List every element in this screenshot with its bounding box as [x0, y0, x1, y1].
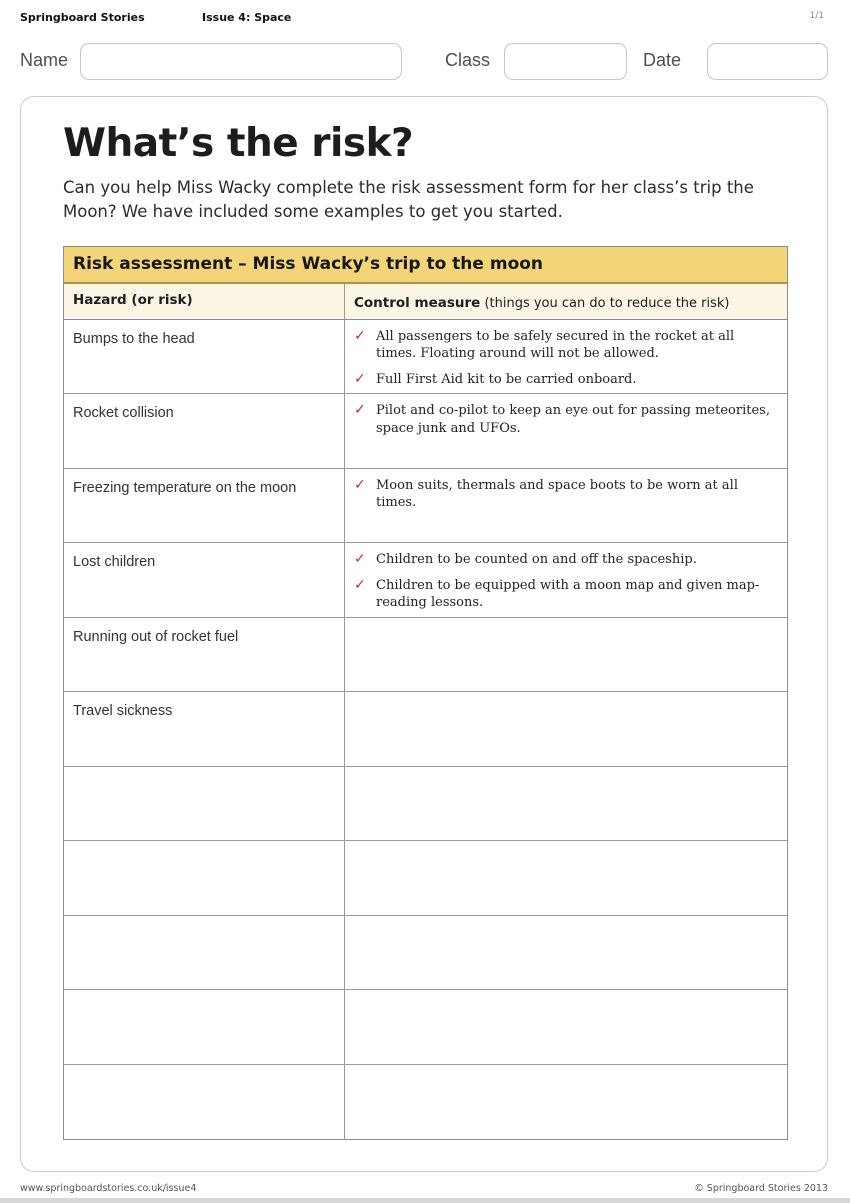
hazard-cell [64, 841, 345, 915]
control-cell [345, 469, 787, 543]
control-text: Full First Aid kit to be carried onboard. [376, 371, 637, 387]
control-text: Children to be counted on and off the spaceship. [376, 552, 697, 568]
check-icon: ✓ [354, 402, 366, 419]
hazard-cell [64, 320, 345, 394]
control-text: Moon suits, thermals and space boots to be worn at all times. [376, 477, 738, 511]
page-number: 1/1 [809, 11, 824, 21]
class-input[interactable] [504, 43, 627, 80]
table-row [64, 692, 787, 767]
table-row [64, 618, 787, 693]
control-item [354, 371, 777, 389]
issue-label: Issue 4: Space [202, 11, 292, 24]
control-text: Children to be equipped with a moon map and given map-reading lessons. [376, 577, 760, 611]
date-label: Date [643, 50, 682, 70]
hazard-cell [64, 767, 345, 841]
hazard-text: Freezing temperature on the moon [73, 479, 297, 496]
footer-url: www.springboardstories.co.uk/issue4 [20, 1183, 197, 1194]
table-body [64, 320, 787, 1140]
control-text: Pilot and co-pilot to keep an eye out for passing meteorites, space junk and UFOs. [376, 403, 770, 436]
hazard-text: Running out of rocket fuel [73, 628, 239, 645]
control-cell [345, 841, 787, 915]
table-title: Risk assessment – Miss Wacky’s trip to the moon [64, 247, 787, 284]
name-label: Name [20, 50, 69, 70]
hazard-text: Travel sickness [73, 703, 173, 720]
control-item [354, 328, 777, 363]
control-header-note: (things you can do to reduce the risk) [480, 295, 730, 311]
risk-table [63, 246, 788, 1141]
check-icon: ✓ [354, 476, 366, 493]
table-row [64, 320, 787, 395]
control-cell [345, 767, 787, 841]
hazard-column-header: Hazard (or risk) [64, 284, 345, 319]
control-item [354, 551, 777, 569]
control-item [354, 402, 777, 437]
page-title: What’s the risk? [63, 121, 414, 166]
hazard-cell [64, 543, 345, 617]
table-row [64, 543, 787, 618]
control-item [354, 577, 777, 612]
table-row [64, 990, 787, 1065]
name-input[interactable] [80, 43, 402, 80]
hazard-cell [64, 394, 345, 468]
control-text: All passengers to be safely secured in the rocket at all times. Floating around will not be allowed. [376, 328, 735, 362]
hazard-text: Lost children [73, 554, 156, 571]
hazard-cell [64, 692, 345, 766]
class-label: Class [445, 50, 491, 70]
hazard-cell [64, 618, 345, 692]
footer-copyright: © Springboard Stories 2013 [694, 1183, 828, 1194]
check-icon: ✓ [354, 370, 366, 387]
hazard-text: Bumps to the head [73, 330, 195, 347]
table-row [64, 841, 787, 916]
control-cell [345, 320, 787, 394]
control-header-bold: Control measure [354, 294, 481, 311]
hazard-cell [64, 990, 345, 1064]
check-icon: ✓ [354, 576, 366, 593]
date-input[interactable] [707, 43, 828, 80]
table-header-row [64, 284, 787, 320]
control-cell [345, 990, 787, 1064]
check-icon: ✓ [354, 327, 366, 344]
control-cell [345, 916, 787, 990]
worksheet-card [20, 96, 828, 1172]
hazard-text: Rocket collision [73, 405, 174, 422]
intro-text: Can you help Miss Wacky complete the risk assessment form for her class’s trip the Moon? We have included some examples to get you started. [63, 178, 754, 221]
control-cell [345, 618, 787, 692]
control-cell [345, 543, 787, 617]
control-cell [345, 1065, 787, 1140]
control-cell [345, 394, 787, 468]
bottom-edge-strip [0, 1198, 850, 1203]
table-row [64, 916, 787, 991]
hazard-cell [64, 916, 345, 990]
table-row [64, 394, 787, 469]
control-column-header [345, 284, 787, 319]
check-icon: ✓ [354, 551, 366, 568]
brand-title: Springboard Stories [20, 11, 145, 24]
hazard-cell [64, 1065, 345, 1140]
control-cell [345, 692, 787, 766]
table-row [64, 1065, 787, 1140]
hazard-cell [64, 469, 345, 543]
table-row [64, 767, 787, 842]
table-row [64, 469, 787, 544]
control-item [354, 477, 777, 512]
